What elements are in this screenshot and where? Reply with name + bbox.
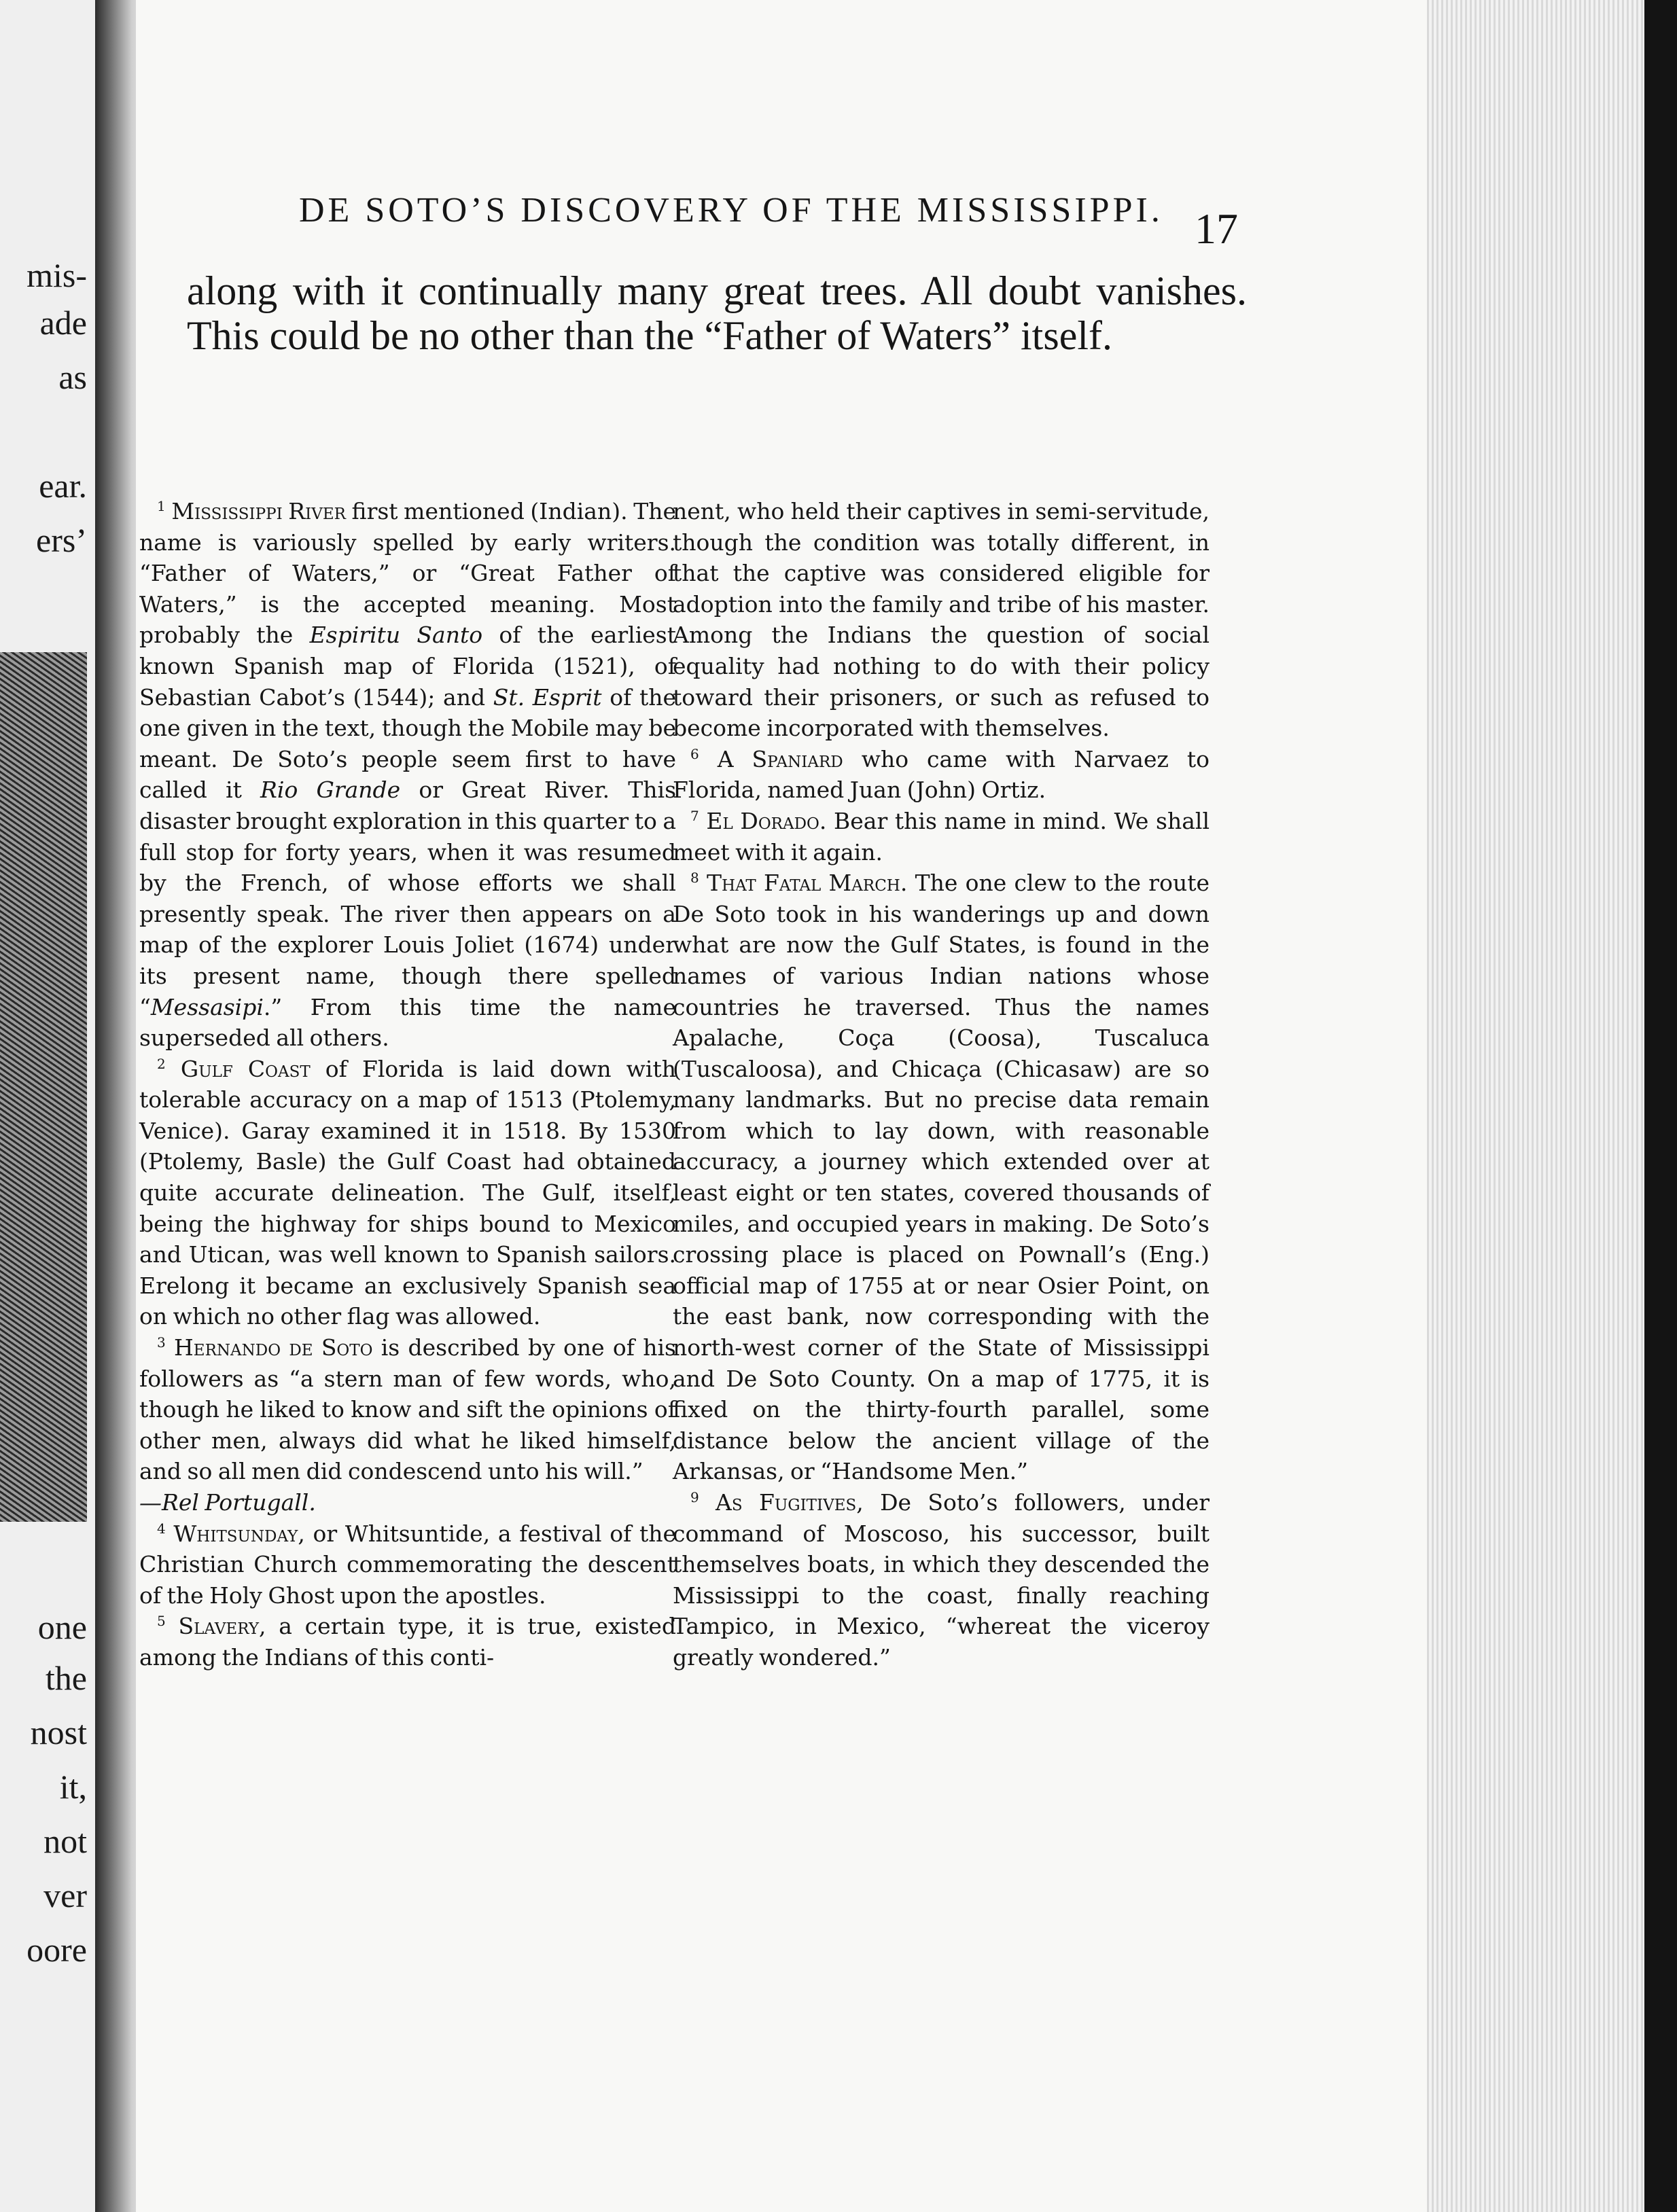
footnote-4 bbox=[139, 1518, 676, 1611]
footnote-2 bbox=[139, 1054, 676, 1332]
prev-page-fragment: ade bbox=[39, 304, 87, 342]
prev-page-fragment: ver bbox=[43, 1876, 87, 1914]
footnote-marker: 3 bbox=[157, 1334, 166, 1351]
footnote-marker: 4 bbox=[157, 1520, 166, 1537]
footnote-italic: St. Esprit bbox=[493, 683, 602, 711]
footnotes-left-column bbox=[139, 496, 676, 1673]
footnote-9 bbox=[673, 1487, 1210, 1673]
footnote-8 bbox=[673, 868, 1210, 1487]
footnote-lead: That Fatal March bbox=[707, 870, 900, 897]
prev-page-fragment: not bbox=[43, 1822, 87, 1860]
prev-page-fragment: ear. bbox=[39, 467, 87, 505]
footnotes-right-column bbox=[673, 496, 1210, 1673]
footnote-text: , De Soto’s followers, under command of Moscoso, his successor, built themselves boats, in which they descended the Mississippi to the coast, finally reaching Tampico, in Mexico, “whereat the viceroy greatly wondered.” bbox=[673, 1489, 1210, 1671]
footnote-marker: 5 bbox=[157, 1613, 166, 1630]
prev-page-fragment: mis- bbox=[27, 256, 87, 294]
prev-page-fragment: as bbox=[58, 358, 87, 396]
footnote-lead: As Fugitives bbox=[716, 1489, 857, 1516]
engraving-illustration bbox=[0, 652, 87, 1522]
footnote-text: or Great River. This disaster brought exploration in this quarter to a full stop for forty years, when it was resumed by the French, of whose efforts we shall presently speak. The river then appears on a map of the explorer Louis Joliet (1674) under its present name, though there spelled “ bbox=[139, 777, 676, 1020]
footnote-text: of the one given in the text, though the Mobile may be meant. De Soto’s people seem first to have called it bbox=[139, 683, 677, 804]
footnote-lead: Mississippi River bbox=[171, 498, 346, 524]
footnote-5-continued: nent, who held their captives in semi-servitude, though the condition was totally different, in that the captive was considered eligible for adoption into the family and tribe of his master. Among the Indians the question of social equality had nothing to do with their policy toward their prisoners, or such as refused to become incorporated with themselves. bbox=[673, 498, 1210, 742]
footnote-1 bbox=[139, 496, 676, 1054]
footnote-lead: A Spaniard bbox=[717, 745, 843, 772]
footnote-text: is described by one of his followers as “a stern man of few words, who, though he liked to know and sift the opinions of other men, always did what he liked himself, and so all men did condescend unto his will.” bbox=[139, 1334, 676, 1485]
footnote-text: , a certain type, it is true, existed among the Indians of this conti- bbox=[139, 1613, 676, 1671]
prev-page-fragment: one bbox=[37, 1608, 87, 1646]
dark-background bbox=[1644, 0, 1677, 2212]
page-edges bbox=[1427, 0, 1677, 2212]
footnote-6 bbox=[673, 744, 1210, 806]
footnote-text: of the earliest known Spanish map of Florida (1521), of Sebastian Cabot’s (1544); and bbox=[139, 622, 676, 711]
footnote-lead: Slavery bbox=[178, 1613, 260, 1640]
footnote-text: . The one clew to the route De Soto took in his wanderings up and down what are now the Gulf States, is found in the names of various Indian nations whose countries he traversed. Thus the names Apalache, Coça (Coosa), Tuscaluca (Tuscaloosa), and Chicaça (Chicasaw) are so many landmarks. But no precise data remain from which to lay down, with reasonable accuracy, a journey which extended over at least eight or ten states, covered thousands of miles, and occupied years in making. De Soto’s crossing place is placed on Pownall’s (Eng.) official map of 1755 at or near Osier Point, on the east bank, now corresponding with the north-west corner of the State of Mississippi and De Soto County. On a map of 1775, it is fixed on the thirty-fourth parallel, some distance below the ancient village of the Arkansas, or “Handsome Men.” bbox=[673, 870, 1210, 1485]
footnote-3 bbox=[139, 1332, 676, 1487]
footnote-text: first mentioned (Indian). The name is variously spelled by early writers. “Father of Waters,” or “Great Father of Waters,” is the accepted meaning. Most probably the bbox=[139, 498, 676, 649]
prev-page-fragment: the bbox=[45, 1659, 87, 1697]
footnote-5 bbox=[139, 1611, 676, 1673]
footnote-3-source bbox=[139, 1487, 676, 1518]
footnote-source: —Rel Portugall. bbox=[139, 1489, 316, 1516]
footnote-text: .” From this time the name superseded all others. bbox=[139, 993, 676, 1052]
prev-page-fragment: oore bbox=[27, 1931, 87, 1969]
running-head: DE SOTO’S DISCOVERY OF THE MISSISSIPPI. bbox=[299, 191, 1163, 230]
footnote-marker: 8 bbox=[690, 870, 699, 887]
footnote-italic: Messasipi bbox=[150, 993, 264, 1020]
footnote-italic: Espiritu Santo bbox=[309, 622, 483, 649]
body-paragraph: along with it continually many great trees. All doubt vanishes. This could be no other than the “Father of Waters” itself. bbox=[187, 268, 1247, 358]
footnote-text: . Bear this name in mind. We shall meet with it again. bbox=[673, 807, 1210, 866]
footnote-text: of Florida is laid down with tolerable accuracy on a map of 1513 (Ptolemy, Venice). Garay examined it in 1518. By 1530 (Ptolemy, Basle) the Gulf Coast had obtained quite accurate delineation. The Gulf, itself, being the highway for ships bound to Mexico and Utican, was well known to Spanish sailors. Erelong it became an exclusively Spanish sea on which no other flag was allowed. bbox=[139, 1055, 676, 1330]
footnote-marker: 7 bbox=[690, 807, 699, 824]
footnote-7 bbox=[673, 806, 1210, 868]
footnote-text: , or Whitsuntide, a festival of the Christian Church commemorating the descent of the Holy Ghost upon the apostles. bbox=[139, 1520, 676, 1609]
footnote-marker: 6 bbox=[690, 745, 699, 762]
prev-page-fragment: ers’ bbox=[36, 521, 87, 559]
footnote-lead: Whitsunday bbox=[173, 1520, 298, 1547]
footnote-marker: 1 bbox=[157, 498, 166, 514]
prev-page-fragment: nost bbox=[30, 1713, 87, 1751]
previous-page-edge bbox=[0, 0, 98, 2212]
prev-page-fragment: it, bbox=[59, 1768, 87, 1806]
footnote-lead: Hernando de Soto bbox=[174, 1334, 373, 1361]
footnote-marker: 2 bbox=[157, 1055, 166, 1072]
footnote-marker: 9 bbox=[690, 1489, 699, 1505]
footnote-text: who came with Narvaez to Florida, named Juan (John) Ortiz. bbox=[673, 745, 1210, 804]
footnote-lead: El Dorado bbox=[706, 807, 819, 834]
footnote-italic: Rio Grande bbox=[260, 777, 401, 804]
page-number: 17 bbox=[1195, 204, 1238, 253]
footnote-lead: Gulf Coast bbox=[180, 1055, 311, 1082]
